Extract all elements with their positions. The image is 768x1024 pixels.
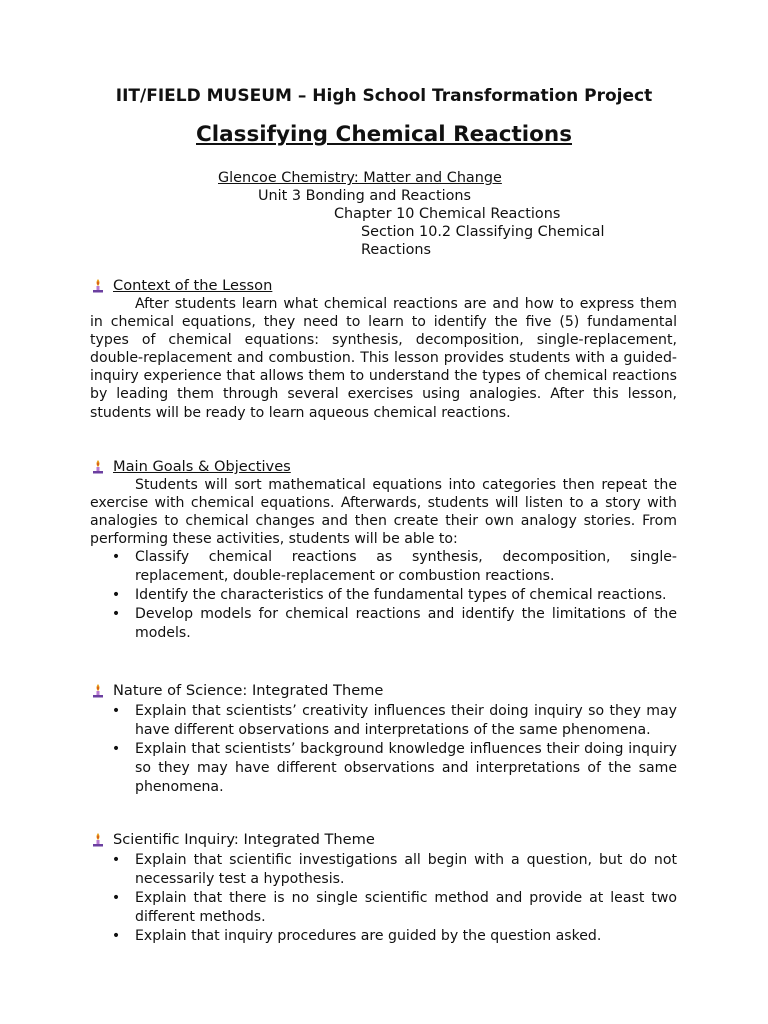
list-item: • Explain that scientists’ background knowledge influences their doing inquiry so they may have different observations and interpretations of the same phenomena. bbox=[111, 741, 677, 795]
bullet-dot: • bbox=[111, 549, 121, 566]
context-paragraph: After students learn what chemical reactions are and how to express them in chemical equations, they need to learn to identify the five (5) fundamental types of chemical equations: synthesis, decomposition, single-replacement, double-replacement and combustion. This lesson provides students with a guided-inquiry experience that allows them to understand the types of chemical reactions by leading them through several exercises using analogies. After this lesson, students will be ready to learn aqueous chemical reactions. bbox=[90, 296, 677, 421]
nature-heading: Nature of Science: Integrated Theme bbox=[113, 682, 384, 699]
bullet-dot: • bbox=[111, 852, 121, 868]
nature-list bbox=[90, 702, 677, 797]
list-item: • Develop models for chemical reactions and identify the limitations of the models. bbox=[111, 606, 677, 642]
inquiry-heading: Scientific Inquiry: Integrated Theme bbox=[113, 831, 375, 848]
section-heading bbox=[90, 831, 677, 849]
goals-paragraph: Students will sort mathematical equations into categories then repeat the exercise with chemical equations. Afterwards, students will listen to a story with analogies to chemical changes and then create their own analogy stories. From performing these activities, students will be able to: bbox=[90, 477, 677, 548]
section-goals bbox=[90, 458, 677, 643]
section-scientific-inquiry bbox=[90, 831, 677, 946]
source-book: Glencoe Chemistry: Matter and Change bbox=[218, 170, 502, 186]
bullet-dot: • bbox=[111, 703, 121, 719]
section-nature-of-science bbox=[90, 682, 677, 797]
bullet-dot: • bbox=[111, 587, 121, 604]
bullet-dot: • bbox=[111, 606, 121, 623]
section-heading bbox=[90, 682, 677, 700]
list-item: • Identify the characteristics of the fundamental types of chemical reactions. bbox=[111, 587, 667, 604]
section-heading bbox=[90, 458, 677, 476]
inquiry-list bbox=[90, 851, 677, 946]
bullet-dot: • bbox=[111, 741, 121, 757]
bullet-dot: • bbox=[111, 890, 121, 906]
candle-bullet-icon bbox=[90, 278, 106, 294]
candle-bullet-icon bbox=[90, 683, 106, 699]
context-heading: Context of the Lesson bbox=[113, 277, 273, 294]
list-item: • Explain that scientists’ creativity influences their doing inquiry so they may have different observations and interpretations of the same phenomena. bbox=[111, 703, 677, 738]
candle-bullet-icon bbox=[90, 832, 106, 848]
candle-bullet-icon bbox=[90, 459, 106, 475]
list-item: • Classify chemical reactions as synthesis, decomposition, single-replacement, double-replacement or combustion reactions. bbox=[111, 549, 677, 585]
bullet-dot: • bbox=[111, 928, 121, 944]
section-heading bbox=[90, 277, 677, 295]
goals-list bbox=[90, 548, 677, 643]
document-title: Classifying Chemical Reactions bbox=[196, 122, 572, 147]
source-unit: Unit 3 Bonding and Reactions bbox=[258, 188, 472, 204]
list-item: • Explain that there is no single scientific method and provide at least two different methods. bbox=[111, 890, 677, 925]
source-chapter: Chapter 10 Chemical Reactions bbox=[334, 206, 561, 222]
project-title: IIT/FIELD MUSEUM – High School Transformation Project bbox=[115, 86, 653, 106]
list-item: • Explain that scientific investigations all begin with a question, but do not necessarily test a hypothesis. bbox=[111, 852, 677, 887]
goals-heading: Main Goals & Objectives bbox=[113, 458, 291, 475]
section-context bbox=[90, 277, 677, 422]
source-section: Section 10.2 Classifying Chemical Reactions bbox=[361, 224, 605, 258]
list-item: • Explain that inquiry procedures are guided by the question asked. bbox=[111, 928, 602, 944]
